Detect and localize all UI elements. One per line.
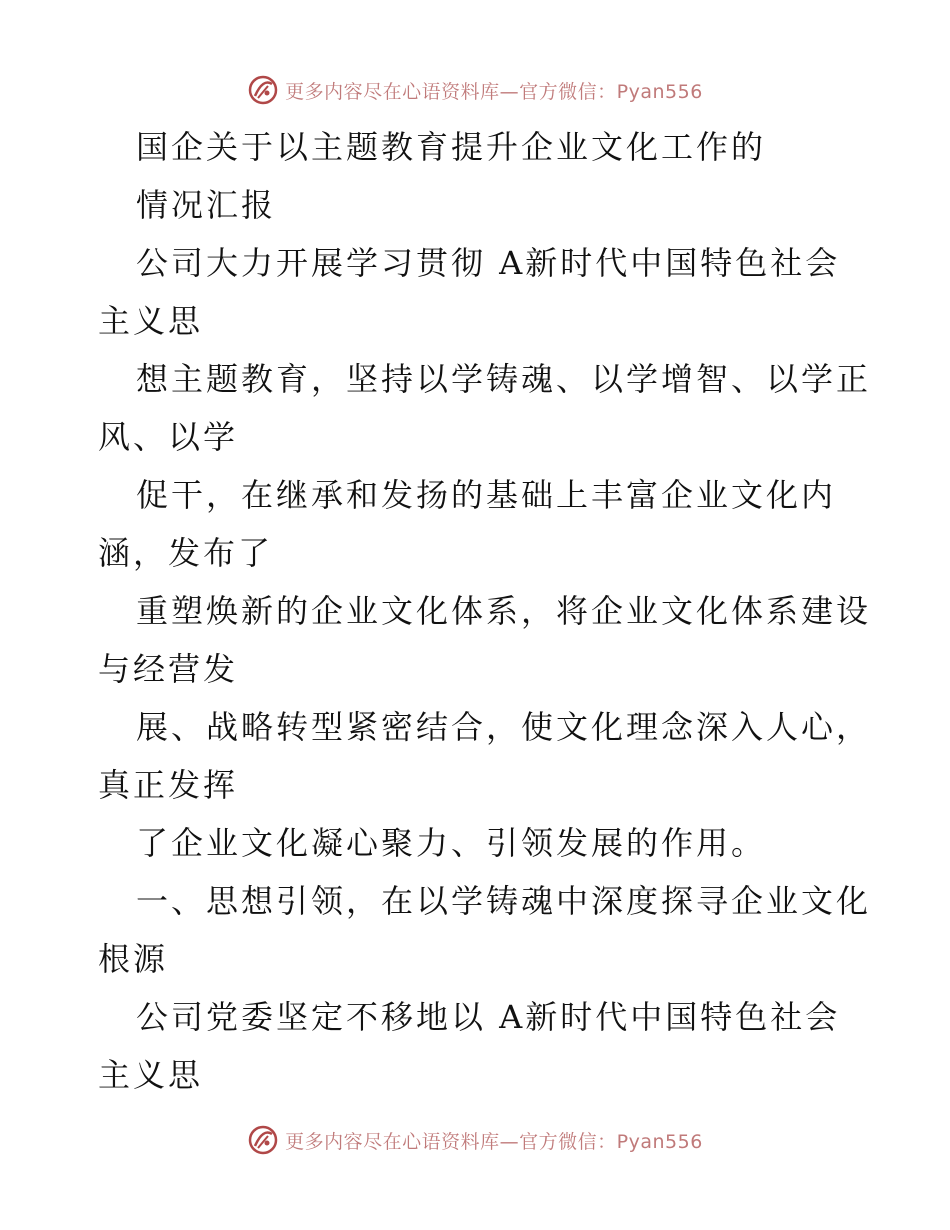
watermark-text: 更多内容尽在心语资料库—官方微信：Pyan556: [285, 1130, 703, 1153]
document-body: [98, 118, 872, 1104]
text-line: 公司大力开展学习贯彻 A新时代中国特色社会: [136, 244, 841, 282]
text-line: 展、战略转型紧密结合，使文化理念深入人心，: [136, 708, 872, 746]
text-line: 风、以学: [98, 418, 239, 456]
text-line: 情况汇报: [136, 186, 277, 224]
text-line: 主义思: [98, 302, 204, 340]
footer-watermark: [0, 1120, 950, 1160]
text-line: 主义思: [98, 1056, 204, 1094]
text-line: 真正发挥: [98, 766, 239, 804]
text-line: 国企关于以主题教育提升企业文化工作的: [136, 128, 767, 166]
text-line: 公司党委坚定不移地以 A新时代中国特色社会: [136, 998, 841, 1036]
header-watermark: [0, 70, 950, 110]
text-line: 与经营发: [98, 650, 239, 688]
text-line: 根源: [98, 940, 169, 978]
seal-logo-icon: [247, 74, 279, 106]
text-line: 了企业文化凝心聚力、引领发展的作用。: [136, 824, 767, 862]
text-line: 涵，发布了: [98, 534, 274, 572]
seal-logo-icon: [247, 1124, 279, 1156]
text-line: 想主题教育，坚持以学铸魂、以学增智、以学正: [136, 360, 872, 398]
text-line: 重塑焕新的企业文化体系，将企业文化体系建设: [136, 592, 872, 630]
text-line: 促干，在继承和发扬的基础上丰富企业文化内: [136, 476, 837, 514]
watermark-text: 更多内容尽在心语资料库—官方微信：Pyan556: [285, 80, 703, 103]
text-line: 一、思想引领，在以学铸魂中深度探寻企业文化: [136, 882, 872, 920]
